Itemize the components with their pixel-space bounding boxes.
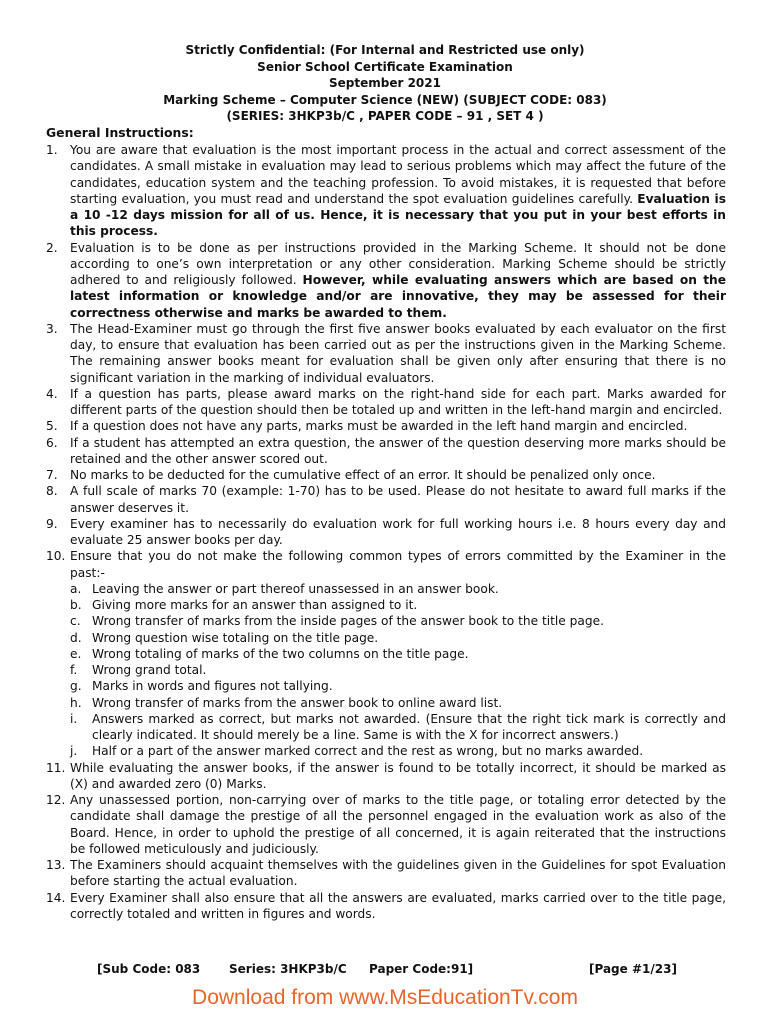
instruction-item: 14. Every Examiner shall also ensure that all the answers are evaluated, marks carried over to the title page, correctly totaled and written in figures and words. (46, 890, 726, 921)
error-subitem: i. Answers marked as correct, but marks not awarded. (Ensure that the right tick mark is correctly and clearly indicated. It should merely be a line. Same is with the X for incorrect answers.) (70, 711, 726, 742)
footer-sub-code: [Sub Code: 083 (97, 962, 201, 976)
general-instructions-title: General Instructions: (46, 125, 194, 140)
instruction-item: 7. No marks to be deducted for the cumulative effect of an error. It should be penalized only once. (46, 468, 656, 482)
instruction-item: 13. The Examiners should acquaint themselves with the guidelines given in the Guidelines for spot Evaluation before starting the actual evaluation. (46, 858, 726, 889)
footer-page-number: [Page #1/23] (589, 962, 677, 976)
instruction-item: 12. Any unassessed portion, non-carrying over of marks to the title page, or totaling error detected by the candidate shall damage the prestige of all the personnel engaged in the evaluation work as also of the Board. Hence, in order to uphold the prestige of all concerned, it is again reiterated that the instructions be followed meticulously and judiciously. (46, 793, 726, 856)
instruction-item: 6. If a student has attempted an extra question, the answer of the question deserving more marks should be retained and the other answer scored out. (46, 435, 726, 466)
error-subitem: a. Leaving the answer or part thereof unassessed in an answer book. (70, 581, 499, 596)
instruction-item: 11. While evaluating the answer books, if the answer is found to be totally incorrect, it should be marked as (X) and awarded zero (0) Marks. (46, 760, 726, 791)
footer-paper-code: Paper Code:91] (369, 962, 474, 976)
instruction-item: 2. Evaluation is to be done as per instructions provided in the Marking Scheme. It should not be done according to one’s own interpretation or any other consideration. Marking Scheme should be strictly adhered to and religiously followed. However, while evaluating answers which are based on the latest information or knowledge and/or are innovative, they may be assessed for their correctness otherwise and marks be awarded to them. (46, 240, 726, 320)
instruction-item: 3. The Head-Examiner must go through the first five answer books evaluated by each evaluator on the first day, to ensure that evaluation has been carried out as per the instructions given in the Marking Scheme. The remaining answer books meant for evaluation shall be given only after ensuring that there is no significant variation in the marking of individual evaluators. (46, 321, 726, 385)
instruction-item: 9. Every examiner has to necessarily do evaluation work for full working hours i.e. 8 hours every day and evaluate 25 answer books per day. (46, 516, 726, 547)
error-subitem: d. Wrong question wise totaling on the title page. (70, 630, 379, 645)
error-subitem: e. Wrong totaling of marks of the two columns on the title page. (70, 646, 469, 661)
confidential-line: Strictly Confidential: (For Internal and Restricted use only) (185, 43, 585, 57)
error-subitem: f. Wrong grand total. (70, 663, 207, 677)
error-subitem: b. Giving more marks for an answer than assigned to it. (70, 598, 418, 612)
error-subitem: h. Wrong transfer of marks from the answer book to online award list. (70, 695, 503, 710)
exam-name: Senior School Certificate Examination (257, 59, 513, 74)
series-line: (SERIES: 3HKP3b/C , PAPER CODE – 91 , SET 4 ) (226, 109, 544, 123)
instruction-item: 4. If a question has parts, please award marks on the right-hand side for each part. Marks awarded for different parts of the question should then be totaled up and written in the left-hand margin and encircled. (46, 386, 726, 417)
error-subitem: g. Marks in words and figures not tallying. (70, 679, 333, 694)
error-subitem: c. Wrong transfer of marks from the inside pages of the answer book to the title page. (70, 614, 604, 629)
instruction-item: 8. A full scale of marks 70 (example: 1-70) has to be used. Please do not hesitate to award full marks if the answer deserves it. (46, 484, 726, 515)
download-watermark-link[interactable]: Download from www.MsEducationTv.com (192, 986, 578, 1009)
error-subitem: j. Half or a part of the answer marked correct and the rest as wrong, but no marks awarded. (70, 744, 644, 759)
exam-date: September 2021 (329, 76, 441, 90)
instructions-list (46, 142, 726, 922)
instruction-item: 1. You are aware that evaluation is the most important process in the actual and correct assessment of the candidates. A small mistake in evaluation may lead to serious problems which may affect the future of the candidates, education system and the teaching profession. To avoid mistakes, it is requested that before starting evaluation, you must read and understand the spot evaluation guidelines carefully. Evaluation is a 10 -12 days mission for all of us. Hence, it is necessary that you put in your best efforts in this process. (46, 143, 726, 239)
instruction-item: 10. Ensure that you do not make the following common types of errors committed by the Examiner in the past:- a. Leaving the answer or part thereof unassessed in an answer book. b. Giving more marks for an answer than assigned to it. c. Wrong transfer of marks from the inside pages of the answer book to the title page. d. Wrong question wise totaling on the title page. e. Wrong totaling of marks of the two columns on the title page. f. Wrong grand total. g. Marks in words and figures not tallying. h. Wrong transfer of marks from the answer book to online award list. i. Answers marked as correct, but marks not awarded. (Ensure that the right tick mark is correctly and clearly indicated. It should merely be a line. Same is with the X for incorrect answers.) j. Half or a part of the answer marked correct and the rest as wrong, but no marks awarded. (46, 549, 726, 759)
document-header (0, 42, 770, 125)
marking-scheme-title: Marking Scheme – Computer Science (NEW) (SUBJECT CODE: 083) (163, 92, 607, 107)
footer-series: Series: 3HKP3b/C (229, 962, 347, 976)
instruction-item: 5. If a question does not have any parts, marks must be awarded in the left hand margin and encircled. (46, 419, 688, 434)
